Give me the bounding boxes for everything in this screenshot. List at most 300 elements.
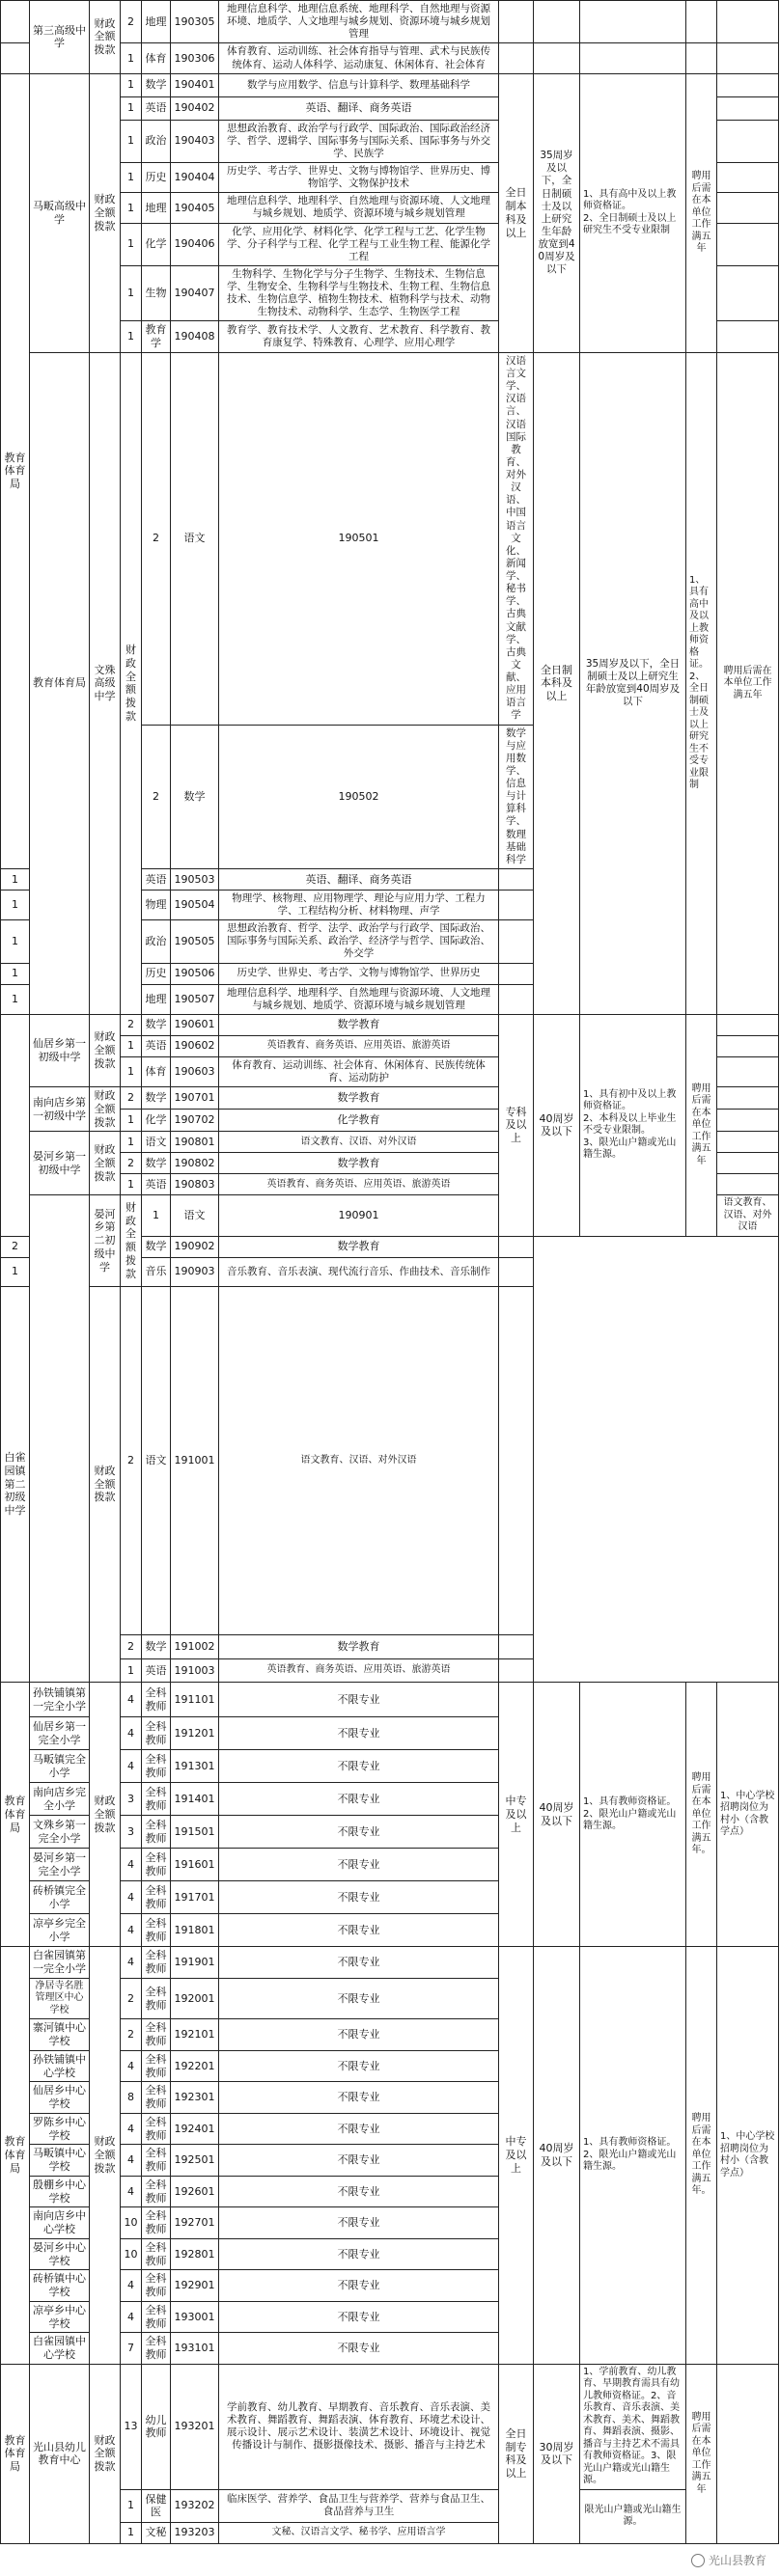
table-cell: 语文	[171, 1195, 219, 1237]
table-cell: 仙居乡中心学校	[30, 2082, 90, 2114]
table-cell: 文秘	[142, 2522, 171, 2543]
table-cell: 物理学、核物理、应用物理学、理论与应用力学、工程力学、工程结构分析、材料物理、声学	[219, 890, 499, 919]
table-cell	[534, 1, 580, 43]
table-cell: 语文教育、汉语、对外汉语	[219, 1132, 499, 1153]
table-cell: 数学	[171, 725, 219, 868]
table-cell: 英语教育、商务英语、应用英语、旅游英语	[219, 1174, 499, 1195]
table-cell	[499, 1658, 534, 1683]
table-cell: 晏河乡第二初级中学	[90, 1195, 121, 1287]
table-cell: 190403	[171, 120, 219, 162]
table-row	[1, 1, 779, 43]
table-cell: 190505	[171, 920, 219, 963]
table-cell: 全科教师	[142, 1750, 171, 1783]
table-cell: 晏河乡中心学校	[30, 2238, 90, 2270]
table-cell: 2	[142, 725, 171, 868]
table-cell: 聘用后需在本单位工作满五年	[686, 1014, 717, 1236]
table-cell: 数学	[142, 1635, 171, 1659]
table-cell: 190406	[171, 223, 219, 265]
table-cell: 生物科学、生物化学与分子生物学、生物技术、生物信息学、生物安全、生物科学与生物技术、生物工程、生物信息技术、生物信息学、植物生物技术、植物科学与技术、动物生物技术、动物科学、生态学、生物医学工程	[219, 265, 499, 321]
table-cell: 财政全额拨款	[90, 1, 121, 74]
table-cell: 190501	[219, 352, 499, 725]
table-cell: 聘用后需在本单位工作满五年	[686, 2364, 717, 2543]
table-cell: 教育体育局	[1, 1947, 30, 2365]
table-cell: 1	[121, 265, 142, 321]
table-cell: 数学教育	[219, 1236, 499, 1257]
table-cell: 全科教师	[142, 1816, 171, 1849]
watermark-text: 光山县教育	[708, 2554, 766, 2567]
table-cell: 专科及以上	[499, 1014, 534, 1236]
table-cell: 全科教师	[142, 2270, 171, 2302]
table-cell: 光山县幼儿教育中心	[30, 2364, 90, 2543]
table-cell: 白雀园镇第二初级中学	[1, 1286, 30, 1683]
table-cell	[499, 920, 534, 963]
table-cell: 英语教育、商务英语、应用英语、旅游英语	[219, 1035, 499, 1056]
table-cell: 不限专业	[219, 1683, 499, 1717]
table-cell: 马畈镇完全小学	[30, 1750, 90, 1783]
table-row	[1, 73, 779, 96]
table-cell: 孙铁铺镇第一完全小学	[30, 1683, 90, 1717]
table-cell: 英语	[142, 1035, 171, 1056]
table-cell: 白雀园镇第一完全小学	[30, 1947, 90, 1979]
table-cell: 生物	[142, 265, 171, 321]
table-cell: 不限专业	[219, 1947, 499, 1979]
table-cell: 190702	[171, 1110, 219, 1132]
table-cell: 190701	[171, 1087, 219, 1110]
table-cell: 1	[1, 1257, 30, 1286]
table-cell: 不限专业	[219, 1717, 499, 1750]
table-cell: 2	[121, 2019, 142, 2051]
table-cell: 学前教育、幼儿教育、早期教育、音乐教育、音乐表演、美术教育、舞蹈教育、舞蹈表演、体育教育、环境艺术设计、展示设计、展示艺术设计、装潢艺术设计、环境设计、视觉传播设计与制作、摄影摄像技术、摄影、播音与主持艺术	[219, 2364, 499, 2489]
table-cell: 白雀园镇中心学校	[30, 2333, 90, 2365]
table-cell: 190306	[171, 43, 219, 73]
table-cell: 教育学、教育技术学、人文教育、艺术教育、科学教育、教育康复学、特殊教育、心理学、应用心理学	[219, 321, 499, 353]
table-cell: 全日制本科及以上	[534, 352, 580, 1014]
table-cell: 净居寺名胜管理区中心学校	[30, 1978, 90, 2019]
table-cell	[717, 1087, 779, 1110]
table-cell: 全科教师	[142, 1978, 171, 2019]
table-cell: 190405	[171, 193, 219, 223]
table-cell: 汉语言文学、汉语言、汉语国际教育、对外汉语、中国语言文化、新闻学、秘书学、古典文献学、古典文献、应用语言学	[499, 352, 534, 725]
table-cell: 体育教育、运动训练、社会体育指导与管理、武术与民族传统体育、运动人体科学、运动康复、休闲体育、社会体育	[219, 43, 499, 73]
table-cell: 1	[121, 1056, 142, 1086]
table-cell: 罗陈乡中心学校	[30, 2113, 90, 2145]
table-cell: 2	[121, 1286, 142, 1634]
table-cell: 1	[121, 73, 142, 96]
table-cell: 幼儿教师	[142, 2364, 171, 2489]
table-cell: 40周岁及以下	[534, 1014, 580, 1236]
table-cell: 192901	[171, 2270, 219, 2302]
table-cell: 1、具有高中及以上教师资格证。 2、全日制硕士及以上研究生不受专业限制	[686, 352, 717, 1014]
table-cell: 政治	[142, 920, 171, 963]
table-cell: 40周岁及以下	[534, 1683, 580, 1947]
table-cell: 1、具有初中及以上教师资格证。 2、本科及以上毕业生不受专业限制。 3、限光山户籍或光山籍生源。	[580, 1014, 686, 1236]
table-cell: 体育	[142, 1056, 171, 1086]
table-cell	[717, 1035, 779, 1056]
table-cell: 2	[142, 352, 171, 725]
table-cell	[717, 1174, 779, 1195]
table-cell: 1	[121, 1174, 142, 1195]
table-cell: 1、具有教师资格证。2、限光山户籍或光山籍生源。	[580, 1947, 686, 2365]
table-cell: 4	[121, 2050, 142, 2082]
table-cell: 财政全额拨款	[90, 1683, 121, 1947]
table-cell: 不限专业	[219, 2050, 499, 2082]
table-cell: 190902	[171, 1236, 219, 1257]
table-cell: 全科教师	[142, 1947, 171, 1979]
table-cell: 思想政治教育、哲学、法学、政治学与行政学、国际政治、国际事务与国际关系、政治学、经济学与哲学、国际政治、外交学	[219, 920, 499, 963]
table-cell: 35周岁及以下，全日制硕士及以上研究生年龄放宽到40周岁及以下	[534, 73, 580, 352]
table-cell: 历史学、世界史、考古学、文物与博物馆学、世界历史	[219, 963, 499, 984]
table-cell: 凉亭乡完全小学	[30, 1914, 90, 1947]
table-cell: 1	[1, 920, 30, 963]
table-cell	[686, 43, 717, 73]
table-cell: 音乐	[142, 1257, 171, 1286]
table-cell	[499, 1236, 534, 1257]
table-cell: 寨河镇中心学校	[30, 2019, 90, 2051]
table-cell: 191001	[171, 1286, 219, 1634]
table-cell	[580, 43, 686, 73]
table-cell: 1	[121, 43, 142, 73]
table-cell: 4	[121, 1881, 142, 1914]
table-cell: 教育体育局	[30, 352, 90, 1014]
table-cell: 思想政治教育、政治学与行政学、国际政治、国际政治经济学、哲学、逻辑学、国际事务与国际关系、国际事务与外交学、民族学	[219, 120, 499, 162]
table-cell: 不限专业	[219, 2207, 499, 2239]
table-cell: 财政全额拨款	[90, 1947, 121, 2365]
watermark	[687, 2550, 770, 2570]
table-cell: 化学	[142, 1110, 171, 1132]
table-cell: 马畈镇中心学校	[30, 2145, 90, 2177]
table-cell	[499, 868, 534, 890]
table-cell: 192401	[171, 2113, 219, 2145]
table-cell: 聘用后需在本单位工作满五年	[686, 73, 717, 352]
table-cell: 全科教师	[142, 2082, 171, 2114]
table-cell: 4	[121, 1914, 142, 1947]
table-row	[1, 1014, 779, 1035]
table-cell: 3	[121, 1783, 142, 1816]
table-row	[1, 2364, 779, 2489]
table-cell: 192201	[171, 2050, 219, 2082]
table-cell: 殷棚乡中心学校	[30, 2176, 90, 2207]
table-cell: 文殊乡第一完全小学	[30, 1816, 90, 1849]
table-cell: 全科教师	[142, 2113, 171, 2145]
table-cell: 4	[121, 1750, 142, 1783]
table-cell: 不限专业	[219, 2019, 499, 2051]
table-cell	[717, 223, 779, 265]
table-cell: 190407	[171, 265, 219, 321]
table-cell: 190602	[171, 1035, 219, 1056]
table-cell: 全科教师	[142, 1717, 171, 1750]
table-cell: 数学与应用数学、信息与计算科学、数理基础科学	[499, 725, 534, 868]
table-cell: 4	[121, 2145, 142, 2177]
table-cell: 教育学	[142, 321, 171, 353]
table-cell: 1	[121, 163, 142, 193]
table-cell: 190903	[171, 1257, 219, 1286]
table-cell: 财政全额拨款	[90, 1132, 121, 1195]
table-cell: 2	[121, 1635, 142, 1659]
table-cell	[717, 1014, 779, 1035]
table-cell: 数学教育	[219, 1087, 499, 1110]
table-cell: 30周岁及以下	[534, 2364, 580, 2543]
table-cell: 财政全额拨款	[90, 1014, 121, 1086]
table-cell	[717, 321, 779, 353]
table-cell: 马畈高级中学	[30, 73, 90, 352]
table-cell: 英语	[142, 868, 171, 890]
table-cell: 语文	[142, 1286, 171, 1634]
table-cell: 不限专业	[219, 2301, 499, 2333]
table-cell: 全科教师	[142, 1683, 171, 1717]
table-cell: 不限专业	[219, 1750, 499, 1783]
table-cell: 2	[1, 1236, 30, 1257]
table-cell: 英语	[142, 96, 171, 120]
table-cell	[717, 120, 779, 162]
table-cell: 音乐教育、音乐表演、现代流行音乐、作曲技术、音乐制作	[219, 1257, 499, 1286]
table-cell	[1, 1014, 30, 1236]
table-cell: 南向店乡完全小学	[30, 1783, 90, 1816]
table-cell: 数学	[142, 1014, 171, 1035]
table-cell: 不限专业	[219, 2270, 499, 2302]
table-cell: 不限专业	[219, 2113, 499, 2145]
table-cell: 化学	[142, 223, 171, 265]
table-cell: 191002	[171, 1635, 219, 1659]
table-cell: 数学	[142, 1236, 171, 1257]
table-cell	[717, 2364, 779, 2543]
table-cell: 1	[121, 223, 142, 265]
table-cell: 体育	[142, 43, 171, 73]
table-cell: 191301	[171, 1750, 219, 1783]
table-cell: 全科教师	[142, 2145, 171, 2177]
table-cell: 4	[121, 1849, 142, 1881]
table-cell: 历史	[142, 163, 171, 193]
table-cell: 40周岁及以下	[534, 1947, 580, 2365]
table-cell: 不限专业	[219, 1914, 499, 1947]
table-cell: 191801	[171, 1914, 219, 1947]
table-cell: 全科教师	[142, 1914, 171, 1947]
table-cell	[717, 1132, 779, 1153]
table-cell: 191003	[171, 1658, 219, 1683]
table-cell: 地理	[142, 984, 171, 1014]
table-cell: 聘用后需在本单位工作满五年	[717, 352, 779, 1014]
table-cell: 地理	[142, 193, 171, 223]
table-row	[1, 352, 779, 725]
table-cell: 全日制专科及以上	[499, 2364, 534, 2543]
table-cell	[717, 73, 779, 96]
table-cell: 聘用后需在本单位工作满五年。	[686, 1947, 717, 2365]
table-cell: 中专及以上	[499, 1683, 534, 1947]
table-cell: 4	[121, 2301, 142, 2333]
table-cell: 财政全额拨款	[90, 1286, 121, 1683]
table-cell	[717, 163, 779, 193]
table-cell: 1	[1, 984, 30, 1014]
table-cell	[499, 1286, 534, 1634]
table-cell	[717, 1056, 779, 1086]
table-cell: 财政全额拨款	[121, 352, 142, 1014]
table-cell: 限光山户籍或光山籍生源。	[580, 2489, 686, 2543]
table-cell	[1, 43, 30, 73]
table-cell: 191401	[171, 1783, 219, 1816]
table-cell: 数学	[142, 73, 171, 96]
table-cell: 192601	[171, 2176, 219, 2207]
table-cell: 英语	[142, 1658, 171, 1683]
table-cell: 晏河乡第一完全小学	[30, 1849, 90, 1881]
table-cell: 3	[121, 1816, 142, 1849]
table-cell: 1、中心学校招聘岗位为村小（含教学点）	[717, 1947, 779, 2365]
table-cell: 教育体育局	[1, 2364, 30, 2543]
table-cell: 财政全额拨款	[121, 1195, 142, 1287]
table-cell: 190801	[171, 1132, 219, 1153]
table-cell: 190404	[171, 163, 219, 193]
table-cell: 8	[121, 2082, 142, 2114]
table-cell: 191101	[171, 1683, 219, 1717]
table-cell: 化学、应用化学、材料化学、化学工程与工艺、化学生物学、分子科学与工程、化学工程与工业生物工程、能源化学工程	[219, 223, 499, 265]
table-cell	[717, 1, 779, 43]
table-cell: 190506	[171, 963, 219, 984]
table-cell: 1	[121, 1035, 142, 1056]
table-cell: 192001	[171, 1978, 219, 2019]
table-cell: 191201	[171, 1717, 219, 1750]
table-cell: 190802	[171, 1153, 219, 1174]
table-cell: 语文	[171, 352, 219, 725]
table-cell: 不限专业	[219, 1816, 499, 1849]
table-cell	[1, 1, 30, 43]
table-cell: 190504	[171, 890, 219, 919]
table-cell	[717, 265, 779, 321]
table-cell: 192101	[171, 2019, 219, 2051]
table-cell: 数学教育	[219, 1014, 499, 1035]
table-cell: 第三高级中学	[30, 1, 90, 74]
table-cell: 英语、翻译、商务英语	[219, 96, 499, 120]
table-cell: 不限专业	[219, 1849, 499, 1881]
table-cell: 财政全额拨款	[90, 2364, 121, 2543]
table-cell: 1	[142, 1195, 171, 1237]
table-cell: 190601	[171, 1014, 219, 1035]
table-cell: 全科教师	[142, 2207, 171, 2239]
table-cell: 4	[121, 1683, 142, 1717]
table-cell: 1	[121, 1132, 142, 1153]
table-cell: 4	[121, 2176, 142, 2207]
table-cell: 193201	[171, 2364, 219, 2489]
table-cell	[717, 43, 779, 73]
table-cell: 190507	[171, 984, 219, 1014]
table-cell: 全科教师	[142, 1849, 171, 1881]
table-cell: 1、具有教师资格证。2、限光山户籍或光山籍生源。	[580, 1683, 686, 1947]
table-cell: 历史	[142, 963, 171, 984]
table-cell: 191601	[171, 1849, 219, 1881]
table-cell: 2	[121, 1087, 142, 1110]
table-cell	[30, 1195, 90, 1683]
table-cell: 不限专业	[219, 2238, 499, 2270]
table-cell: 1	[1, 890, 30, 919]
table-cell: 文秘、汉语言文学、秘书学、应用语言学	[219, 2522, 499, 2543]
table-cell: 13	[121, 2364, 142, 2489]
table-cell: 不限专业	[219, 2176, 499, 2207]
table-cell: 全科教师	[142, 2238, 171, 2270]
table-cell: 2	[121, 1978, 142, 2019]
table-cell: 192301	[171, 2082, 219, 2114]
table-cell	[499, 1635, 534, 1659]
table-cell: 不限专业	[219, 2333, 499, 2365]
table-cell: 物理	[142, 890, 171, 919]
table-cell: 孙铁铺镇中心学校	[30, 2050, 90, 2082]
table-cell	[534, 43, 580, 73]
table-cell: 体育教育、运动训练、社会体育、休闲体育、民族传统体育、运动防护	[219, 1056, 499, 1086]
table-row	[1, 1286, 779, 1634]
table-cell: 文殊高级中学	[90, 352, 121, 1014]
table-cell: 英语、翻译、商务英语	[219, 868, 499, 890]
table-cell: 1	[121, 193, 142, 223]
table-cell: 1	[1, 963, 30, 984]
table-cell: 192501	[171, 2145, 219, 2177]
table-cell: 数学	[142, 1087, 171, 1110]
table-cell	[499, 890, 534, 919]
table-cell: 193202	[171, 2489, 219, 2522]
table-cell: 7	[121, 2333, 142, 2365]
table-cell: 全科教师	[142, 2333, 171, 2365]
table-cell	[717, 1153, 779, 1174]
table-cell: 财政全额拨款	[90, 1087, 121, 1132]
table-cell: 数学	[142, 1153, 171, 1174]
table-cell	[499, 984, 534, 1014]
table-cell: 1	[121, 1658, 142, 1683]
table-cell: 化学教育	[219, 1110, 499, 1132]
table-cell: 10	[121, 2238, 142, 2270]
table-cell: 192801	[171, 2238, 219, 2270]
table-cell: 1	[121, 2489, 142, 2522]
table-cell: 全科教师	[142, 2050, 171, 2082]
table-cell: 语文教育、汉语、对外汉语	[717, 1195, 779, 1237]
table-cell: 语文教育、汉语、对外汉语	[219, 1286, 499, 1634]
table-cell: 35周岁及以下，全日制硕士及以上研究生年龄放宽到40周岁及以下	[580, 352, 686, 1014]
table-cell: 190603	[171, 1056, 219, 1086]
table-cell	[686, 1, 717, 43]
table-cell: 不限专业	[219, 2145, 499, 2177]
table-cell	[499, 963, 534, 984]
table-cell: 南向店乡第一初级中学	[30, 1087, 90, 1132]
table-cell: 1	[121, 2522, 142, 2543]
table-row	[1, 1683, 779, 1717]
table-cell: 1、具有高中及以上教师资格证。 2、全日制硕士及以上研究生不受专业限制	[580, 73, 686, 352]
table-cell: 英语	[142, 1174, 171, 1195]
table-cell: 191501	[171, 1816, 219, 1849]
table-cell: 凉亭乡中心学校	[30, 2301, 90, 2333]
table-cell: 地理信息科学、地理信息系统、地理科学、自然地理与资源环境、地质学、人文地理与城乡规划、资源环境与城乡规划管理	[219, 1, 499, 43]
table-cell: 190401	[171, 73, 219, 96]
table-cell: 临床医学、营养学、食品卫生与营养学、营养与食品卫生、食品营养与卫生	[219, 2489, 499, 2522]
table-cell: 4	[121, 1947, 142, 1979]
table-cell: 1	[1, 868, 30, 890]
table-cell: 190502	[219, 725, 499, 868]
table-cell: 191701	[171, 1881, 219, 1914]
table-cell: 1、中心学校招聘岗位为村小（含教学点）	[717, 1683, 779, 1947]
table-cell: 190901	[219, 1195, 499, 1237]
wechat-logo-icon	[691, 2554, 705, 2567]
table-cell: 10	[121, 2207, 142, 2239]
table-cell: 193203	[171, 2522, 219, 2543]
table-cell: 财政全额拨款	[90, 73, 121, 352]
table-cell	[580, 1, 686, 43]
table-cell	[717, 96, 779, 120]
table-cell: 全科教师	[142, 1783, 171, 1816]
table-cell: 聘用后需在本单位工作满五年。	[686, 1683, 717, 1947]
table-cell: 全科教师	[142, 2176, 171, 2207]
table-cell: 全科教师	[142, 1881, 171, 1914]
table-cell: 地理信息科学、地理科学、自然地理与资源环境、人文地理与城乡规划、地质学、资源环境与城乡规划管理	[219, 193, 499, 223]
table-cell: 英语教育、商务英语、应用英语、旅游英语	[219, 1658, 499, 1683]
table-cell: 不限专业	[219, 1783, 499, 1816]
table-cell: 192701	[171, 2207, 219, 2239]
table-cell: 教育体育局	[1, 1683, 30, 1947]
table-cell: 全科教师	[142, 2019, 171, 2051]
table-cell	[499, 1, 534, 43]
table-cell: 砖桥镇完全小学	[30, 1881, 90, 1914]
